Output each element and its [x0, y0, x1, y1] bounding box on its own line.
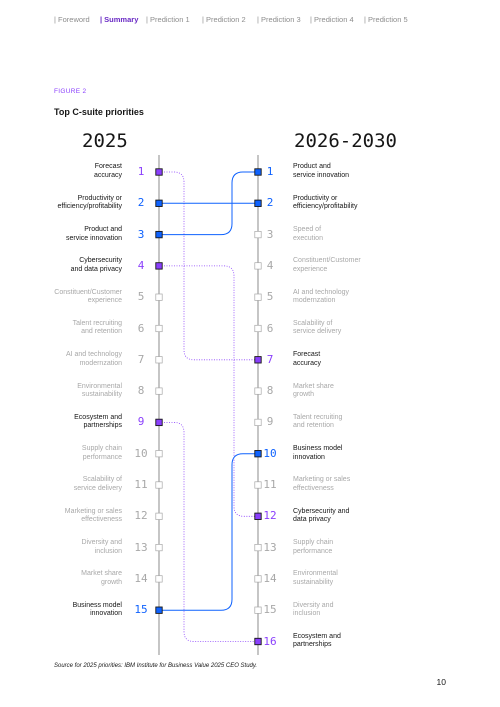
left-marker-14 — [156, 576, 162, 582]
right-marker-12 — [255, 513, 261, 519]
right-priority-label-5: AI and technology modernzation — [293, 288, 350, 305]
nav-link-1[interactable]: | Foreword — [54, 15, 90, 24]
left-priority-label-4: Cybersecurity and data privacy — [70, 257, 122, 273]
nav-link-4[interactable]: | Prediction 2 — [202, 15, 246, 24]
left-marker-8 — [156, 388, 162, 394]
right-priority-label-10: Business model innovation — [293, 445, 343, 461]
right-priority-label-1: Product and service innovation — [293, 163, 350, 179]
right-rank-8: 8 — [266, 384, 274, 398]
nav-link-7[interactable]: | Prediction 5 — [364, 15, 408, 24]
right-rank-6: 6 — [266, 321, 274, 335]
right-priority-label-7: Forecast accuracy — [293, 351, 322, 367]
right-marker-1 — [255, 169, 261, 175]
left-rank-13: 13 — [134, 540, 148, 554]
left-priority-label-7: AI and technology modernzation — [65, 351, 122, 367]
left-rank-10: 10 — [134, 446, 148, 460]
left-priority-label-2: Productivity or efficiency/profitability — [57, 194, 122, 211]
left-rank-7: 7 — [137, 352, 145, 366]
right-priority-label-2: Productivity or efficiency/profitability — [293, 194, 358, 211]
left-marker-3 — [156, 231, 162, 237]
nav-link-2[interactable]: | Summary — [100, 15, 139, 24]
left-marker-7 — [156, 357, 162, 363]
right-priority-label-8: Market share growth — [293, 382, 334, 399]
page-number: 10 — [436, 677, 446, 687]
left-priority-label-5: Constituent/Customer experience — [54, 288, 122, 305]
nav-link-5[interactable]: | Prediction 3 — [257, 15, 301, 24]
footnote: Source for 2025 priorities: IBM Institute for Business Value 2025 CEO Study. — [54, 663, 258, 669]
left-marker-5 — [156, 294, 162, 300]
right-priority-label-9: Talent recruiting and retention — [293, 413, 343, 430]
left-marker-1 — [156, 169, 162, 175]
left-marker-6 — [156, 325, 162, 331]
connector-line-4 — [159, 266, 258, 516]
left-priority-label-1: Forecast accuracy — [93, 163, 122, 179]
right-rank-4: 4 — [266, 258, 274, 272]
left-rank-15: 15 — [134, 603, 148, 617]
right-marker-5 — [255, 294, 261, 300]
right-priority-label-3: Speed of execution — [293, 226, 323, 242]
year-2026-2030-heading: 2026-2030 — [294, 130, 397, 152]
left-marker-2 — [156, 200, 162, 206]
right-rank-10: 10 — [263, 446, 277, 460]
left-marker-9 — [156, 419, 162, 425]
left-rank-3: 3 — [137, 227, 145, 241]
right-marker-3 — [255, 231, 261, 237]
left-priority-label-14: Market share growth — [81, 570, 122, 586]
left-rank-8: 8 — [137, 384, 145, 398]
left-priority-label-6: Talent recruiting and retention — [72, 319, 122, 336]
right-marker-14 — [255, 576, 261, 582]
right-rank-7: 7 — [266, 352, 274, 366]
left-rank-6: 6 — [137, 321, 145, 335]
left-priority-label-15: Business model innovation — [72, 601, 122, 618]
right-marker-7 — [255, 357, 261, 363]
right-marker-6 — [255, 325, 261, 331]
left-priority-label-8: Environmental sustainability — [77, 382, 122, 399]
right-rank-5: 5 — [266, 290, 274, 304]
left-priority-label-13: Diversity and inclusion — [81, 539, 122, 555]
right-rank-14: 14 — [263, 571, 277, 585]
left-rank-11: 11 — [134, 478, 148, 491]
right-marker-10 — [255, 451, 261, 457]
connector-line-1 — [159, 172, 258, 360]
right-priority-label-16: Ecosystem and partnerships — [293, 632, 341, 649]
right-rank-12: 12 — [263, 509, 277, 523]
right-marker-16 — [255, 638, 261, 644]
left-rank-4: 4 — [137, 258, 145, 272]
right-marker-15 — [255, 607, 261, 613]
right-marker-9 — [255, 419, 261, 425]
right-rank-11: 11 — [263, 478, 277, 491]
left-marker-15 — [156, 607, 162, 613]
right-rank-1: 1 — [266, 165, 274, 178]
left-marker-4 — [156, 263, 162, 269]
right-marker-8 — [255, 388, 261, 394]
figure-label: FIGURE 2 — [54, 88, 87, 95]
right-priority-label-15: Diversity and inclusion — [293, 601, 334, 618]
right-priority-label-14: Environmental sustainability — [293, 570, 338, 586]
left-rank-1: 1 — [137, 165, 145, 178]
right-priority-label-13: Supply chain performance — [293, 539, 334, 555]
right-priority-label-11: Marketing or sales effectiveness — [293, 476, 351, 492]
connector-line-6 — [159, 454, 258, 611]
right-rank-9: 9 — [266, 415, 274, 429]
right-marker-4 — [255, 263, 261, 269]
right-marker-2 — [255, 200, 261, 206]
left-priority-label-9: Ecosystem and partnerships — [74, 413, 122, 430]
left-priority-label-11: Scalability of service delivery — [73, 476, 122, 492]
right-rank-2: 2 — [266, 196, 274, 210]
connector-line-5 — [159, 422, 258, 641]
right-rank-15: 15 — [263, 603, 277, 617]
right-priority-label-6: Scalability of service delivery — [293, 319, 342, 336]
left-rank-14: 14 — [134, 571, 148, 585]
right-marker-13 — [255, 544, 261, 550]
left-rank-9: 9 — [137, 415, 145, 429]
left-marker-12 — [156, 513, 162, 519]
right-priority-label-4: Constituent/Customer experience — [293, 257, 361, 273]
left-marker-10 — [156, 451, 162, 457]
figure-title: Top C-suite priorities — [54, 107, 144, 117]
left-priority-label-3: Product and service innovation — [65, 226, 122, 242]
right-rank-13: 13 — [263, 540, 277, 554]
right-marker-11 — [255, 482, 261, 488]
left-rank-5: 5 — [137, 290, 145, 304]
right-priority-label-12: Cybersecurity and data privacy — [293, 507, 350, 524]
nav-link-3[interactable]: | Prediction 1 — [146, 15, 190, 24]
left-priority-label-10: Supply chain performance — [81, 445, 122, 461]
left-rank-12: 12 — [134, 509, 148, 523]
right-rank-16: 16 — [263, 634, 277, 648]
left-marker-13 — [156, 544, 162, 550]
year-2025-heading: 2025 — [82, 130, 128, 152]
left-priority-label-12: Marketing or sales effectiveness — [64, 507, 122, 524]
left-rank-2: 2 — [137, 196, 145, 210]
left-marker-11 — [156, 482, 162, 488]
nav-link-6[interactable]: | Prediction 4 — [310, 15, 354, 24]
right-rank-3: 3 — [266, 227, 274, 241]
